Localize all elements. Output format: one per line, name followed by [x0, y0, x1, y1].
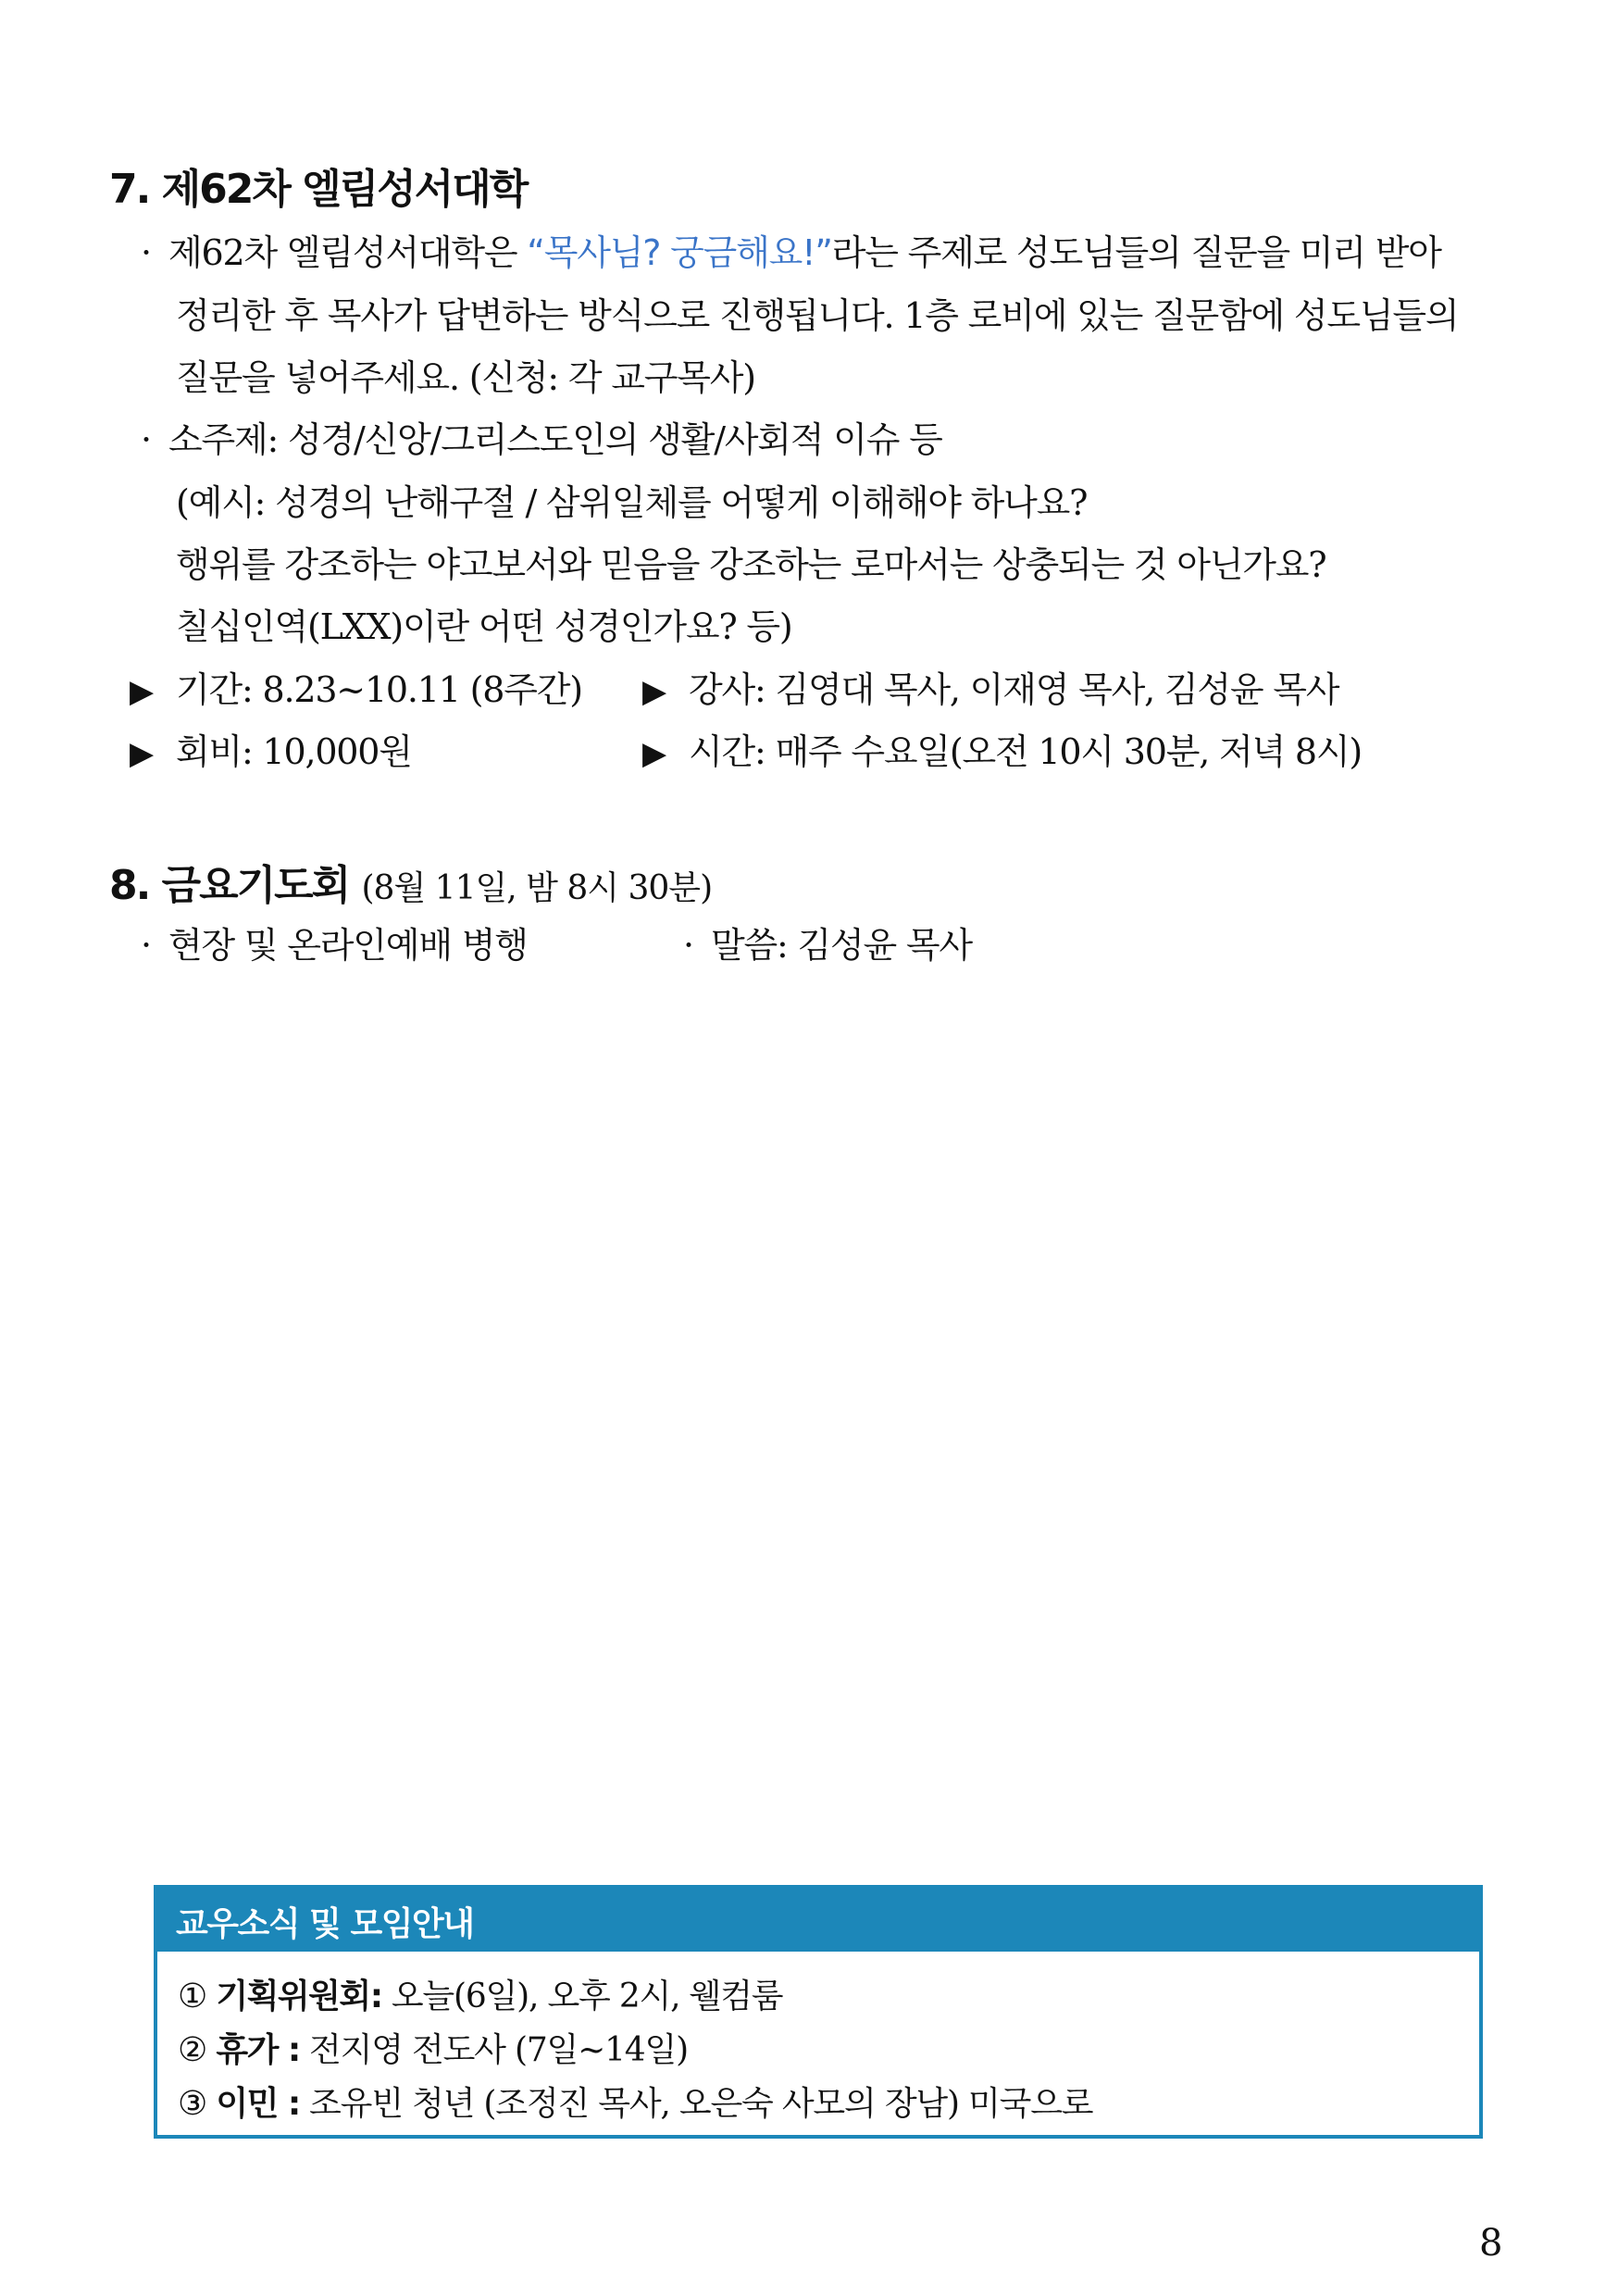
- notice-header: [157, 1889, 1479, 1952]
- bullet: ·: [141, 419, 151, 460]
- section-8-heading: 8. 금요기도회 (8월 11일, 밤 8시 30분): [109, 862, 713, 909]
- notice-item-text: 오늘(6일), 오후 2시, 웰컴룸: [381, 1978, 783, 2015]
- notice-item-key: 휴가 :: [216, 2031, 300, 2069]
- bullet: ·: [141, 232, 151, 273]
- section-7-heading: 7. 제62차 엘림성서대학: [109, 166, 528, 213]
- notice-item-key: 기획위원회:: [216, 1978, 382, 2015]
- section-7-intro-line-3: 질문을 넣어주세요. (신청: 각 교구목사): [176, 357, 755, 398]
- section-7-example-1: (예시: 성경의 난해구절 / 삼위일체를 어떻게 이해해야 하나요?: [176, 482, 1088, 523]
- section-8-item-2: · 말씀: 김성윤 목사: [683, 925, 972, 966]
- section-7-intro-line-2: 정리한 후 목사가 답변하는 방식으로 진행됩니다. 1층 로비에 있는 질문함에 성도님들의: [176, 295, 1459, 336]
- theme-quote: “목사님? 궁금해요!”: [527, 232, 832, 273]
- section-8-subheading: (8월 11일, 밤 8시 30분): [361, 869, 713, 907]
- bullet: ·: [683, 925, 693, 966]
- notice-box: [154, 1885, 1483, 2139]
- notice-item-text: 조유빈 청년 (조정진 목사, 오은숙 사모의 장남) 미국으로: [299, 2085, 1093, 2123]
- notice-item-number: ①: [178, 1978, 207, 2015]
- section-7-period: ▶ 기간: 8.23~10.11 (8주간): [130, 669, 582, 710]
- section-7-lecturers: ▶ 강사: 김영대 목사, 이재영 목사, 김성윤 목사: [642, 669, 1339, 710]
- notice-item: [178, 2024, 688, 2071]
- triangle-marker-icon: ▶: [130, 735, 153, 772]
- notice-item-number: ②: [178, 2031, 207, 2069]
- bullet: ·: [141, 925, 151, 966]
- section-7-topics: · 소주제: 성경/신앙/그리스도인의 생활/사회적 이슈 등: [141, 419, 942, 460]
- triangle-marker-icon: ▶: [130, 673, 153, 710]
- notice-title: 교우소식 및 모임안내: [176, 1905, 474, 1943]
- notice-item: [178, 1970, 782, 2017]
- notice-item-number: ③: [178, 2085, 207, 2123]
- section-7-fee: ▶ 회비: 10,000원: [130, 731, 412, 772]
- notice-item-text: 전지영 전도사 (7일~14일): [299, 2031, 688, 2069]
- section-7-intro-line-1: · 제62차 엘림성서대학은 “목사님? 궁금해요!”라는 주제로 성도님들의 질문을 미리 받아: [141, 232, 1441, 273]
- triangle-marker-icon: ▶: [642, 735, 666, 772]
- notice-item-key: 이민 :: [216, 2085, 300, 2123]
- section-7-example-3: 칠십인역(LXX)이란 어떤 성경인가요? 등): [176, 606, 792, 647]
- section-7-time: ▶ 시간: 매주 수요일(오전 10시 30분, 저녁 8시): [642, 731, 1363, 772]
- section-8-item-1: · 현장 및 온라인예배 병행: [141, 925, 528, 966]
- page-number: 8: [1479, 2222, 1503, 2265]
- triangle-marker-icon: ▶: [642, 673, 666, 710]
- section-7-example-2: 행위를 강조하는 야고보서와 믿음을 강조하는 로마서는 상충되는 것 아닌가요?: [176, 544, 1326, 585]
- notice-item: [178, 2078, 1092, 2125]
